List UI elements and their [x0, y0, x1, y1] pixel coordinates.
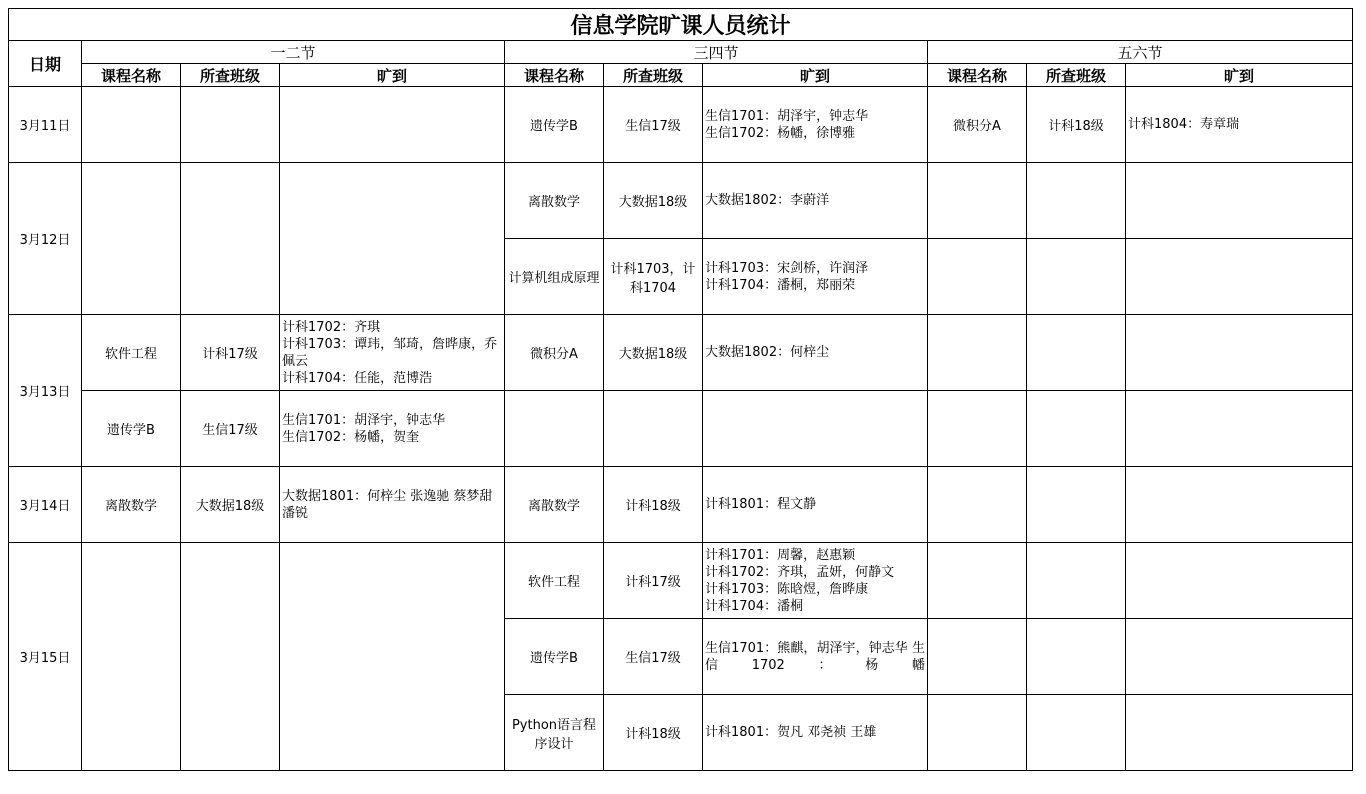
class-cell — [181, 163, 280, 315]
absent-line: 大数据1802：李蔚洋 — [705, 193, 830, 208]
course-cell — [82, 87, 181, 163]
absent-line: 计科1801：程文静 — [705, 497, 817, 512]
absent-line: 大数据1801：何梓尘 张逸驰 蔡梦甜 潘锐 — [282, 488, 493, 521]
course-cell: 遗传学B — [505, 87, 604, 163]
course-cell: 微积分A — [505, 315, 604, 391]
course-cell — [928, 315, 1027, 391]
absent-line: 计科1703：宋剑桥，许润泽 — [705, 260, 869, 276]
absent-line: 计科1804：寿章瑞 — [1128, 117, 1240, 132]
period-header-1-2: 一二节 — [82, 41, 505, 64]
absent-line: 计科1801：贺凡 邓尧祯 王雄 — [705, 725, 877, 740]
absent-cell — [280, 543, 505, 771]
absent-cell — [1126, 87, 1353, 163]
absence-table — [8, 8, 1353, 771]
absent-line: 生信1701：熊麒，胡泽宇，钟志华 生信1702：杨幡 — [705, 640, 925, 673]
course-header: 课程名称 — [505, 64, 604, 87]
class-cell — [1027, 543, 1126, 619]
course-cell — [928, 543, 1027, 619]
class-cell: 计科18级 — [1027, 87, 1126, 163]
absent-line: 计科1704：潘桐 — [705, 598, 804, 614]
course-cell — [82, 163, 181, 315]
absent-cell — [1126, 239, 1353, 315]
absent-cell — [703, 239, 928, 315]
absent-cell — [280, 163, 505, 315]
absent-header: 旷到 — [1126, 64, 1353, 87]
class-cell — [1027, 239, 1126, 315]
date-cell: 3月14日 — [9, 467, 82, 543]
course-cell: 遗传学B — [505, 619, 604, 695]
absent-cell — [1126, 163, 1353, 239]
absent-cell — [1126, 467, 1353, 543]
absent-cell — [1126, 391, 1353, 467]
course-cell: Python语言程序设计 — [505, 695, 604, 771]
class-header: 所查班级 — [181, 64, 280, 87]
class-cell — [604, 391, 703, 467]
course-cell: 微积分A — [928, 87, 1027, 163]
date-cell: 3月15日 — [9, 543, 82, 771]
course-cell: 软件工程 — [505, 543, 604, 619]
course-cell: 计算机组成原理 — [505, 239, 604, 315]
class-cell — [1027, 619, 1126, 695]
class-cell: 生信17级 — [604, 87, 703, 163]
class-cell — [1027, 163, 1126, 239]
class-cell — [1027, 467, 1126, 543]
class-cell: 大数据18级 — [181, 467, 280, 543]
absent-line: 计科1703：陈晗煜，詹晔康 — [705, 581, 869, 597]
period-header-5-6: 五六节 — [928, 41, 1353, 64]
class-cell: 生信17级 — [604, 619, 703, 695]
class-cell: 计科18级 — [604, 695, 703, 771]
class-cell: 计科18级 — [604, 467, 703, 543]
class-cell: 大数据18级 — [604, 315, 703, 391]
absent-cell — [703, 467, 928, 543]
class-cell — [1027, 315, 1126, 391]
absent-line: 计科1703：谭玮，邹琦，詹晔康，乔佩云 — [282, 336, 498, 369]
class-cell — [181, 87, 280, 163]
absent-line: 生信1702：杨幡，贺奎 — [282, 429, 420, 445]
class-cell: 生信17级 — [181, 391, 280, 467]
course-header: 课程名称 — [82, 64, 181, 87]
course-cell — [928, 619, 1027, 695]
absent-line: 生信1701：胡泽宇，钟志华 — [282, 412, 446, 428]
absent-header: 旷到 — [280, 64, 505, 87]
course-cell — [82, 543, 181, 771]
date-cell: 3月11日 — [9, 87, 82, 163]
absent-cell — [1126, 543, 1353, 619]
class-header: 所查班级 — [604, 64, 703, 87]
class-cell: 计科17级 — [604, 543, 703, 619]
absent-line: 计科1702：齐琪 — [282, 319, 381, 335]
absent-line: 计科1704：潘桐，郑丽荣 — [705, 277, 856, 293]
table-row — [9, 87, 1353, 163]
course-cell: 离散数学 — [82, 467, 181, 543]
absent-line: 计科1704：任能，范博浩 — [282, 370, 433, 386]
absent-line: 生信1702：杨幡，徐博雅 — [705, 125, 856, 141]
class-cell: 计科1703，计科1704 — [604, 239, 703, 315]
class-cell — [181, 543, 280, 771]
course-cell: 遗传学B — [82, 391, 181, 467]
course-cell — [928, 239, 1027, 315]
absent-line: 计科1701：周馨，赵惠颖 — [705, 547, 856, 563]
absent-cell — [703, 695, 928, 771]
sheet-title: 信息学院旷课人员统计 — [9, 9, 1353, 41]
course-cell — [928, 391, 1027, 467]
absent-cell — [1126, 315, 1353, 391]
absent-cell — [703, 315, 928, 391]
course-cell — [928, 467, 1027, 543]
absent-line: 生信1701：胡泽宇，钟志华 — [705, 108, 869, 124]
course-cell — [928, 163, 1027, 239]
absent-line: 大数据1802：何梓尘 — [705, 345, 830, 360]
course-cell — [505, 391, 604, 467]
table-row — [9, 467, 1353, 543]
absent-cell — [280, 467, 505, 543]
class-cell: 大数据18级 — [604, 163, 703, 239]
absent-line: 计科1702：齐琪，孟妍，何静文 — [705, 564, 895, 580]
table-row — [9, 391, 1353, 467]
absent-cell — [703, 391, 928, 467]
course-cell: 软件工程 — [82, 315, 181, 391]
absent-cell — [1126, 619, 1353, 695]
absent-cell — [280, 87, 505, 163]
absent-cell — [703, 87, 928, 163]
absent-cell — [703, 619, 928, 695]
absent-cell — [703, 163, 928, 239]
date-cell: 3月12日 — [9, 163, 82, 315]
class-cell: 计科17级 — [181, 315, 280, 391]
class-header: 所查班级 — [1027, 64, 1126, 87]
table-row — [9, 163, 1353, 239]
absent-cell — [280, 315, 505, 391]
period-header-3-4: 三四节 — [505, 41, 928, 64]
absent-cell — [280, 391, 505, 467]
course-cell — [928, 695, 1027, 771]
absent-header: 旷到 — [703, 64, 928, 87]
date-header: 日期 — [9, 41, 82, 87]
attendance-sheet — [8, 8, 1352, 771]
course-header: 课程名称 — [928, 64, 1027, 87]
class-cell — [1027, 695, 1126, 771]
class-cell — [1027, 391, 1126, 467]
table-row — [9, 543, 1353, 619]
absent-cell — [1126, 695, 1353, 771]
table-row — [9, 315, 1353, 391]
course-cell: 离散数学 — [505, 467, 604, 543]
absent-cell — [703, 543, 928, 619]
course-cell: 离散数学 — [505, 163, 604, 239]
date-cell: 3月13日 — [9, 315, 82, 467]
